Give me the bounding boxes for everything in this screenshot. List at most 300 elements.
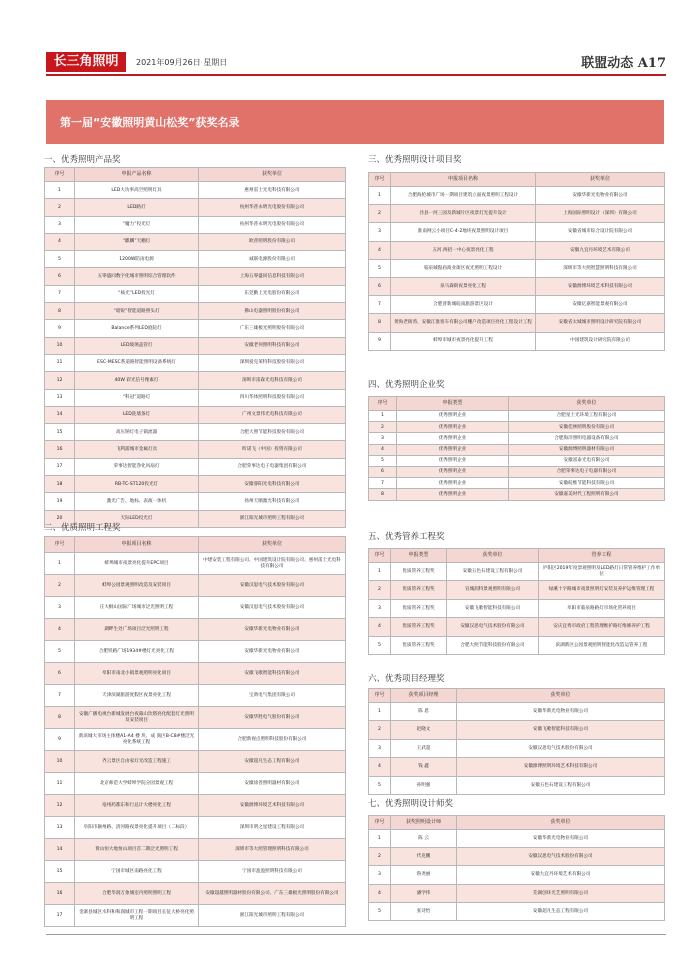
table-cell: 3 — [45, 216, 75, 233]
table-cell: 安徽汉思电气技术股份有限公司 — [199, 575, 346, 597]
table-cell: 深圳市等大照智慧照明科技有限公司 — [536, 259, 665, 277]
table-row — [369, 332, 665, 350]
table-cell: 15 — [45, 424, 75, 441]
table-cell: 3 — [369, 223, 391, 241]
table-cell: 扬州天顺激光科技有限公司 — [199, 493, 346, 510]
table-cell: 3 — [369, 599, 391, 617]
table-cell: 安徽源博照明器材有限公司 — [509, 444, 665, 455]
table-cell: 5 — [369, 636, 391, 654]
table-cell: 杭州华普永明光电股份有限公司 — [199, 199, 346, 216]
table-cell: 7 — [45, 285, 75, 302]
table-cell: 宝典电气集团有限公司 — [199, 685, 346, 707]
table-row — [45, 883, 346, 905]
table-cell: 合肥荣事达电子电器集团有限公司 — [199, 458, 346, 475]
table-cell: 亳州药都东和行总计大楼亮化工程 — [75, 795, 199, 817]
table-cell: 安徽广播电视台新城发展台夜幕山饮塔亮化配套灯光照明及安装项目 — [75, 707, 199, 729]
table-cell: 深圳市明之星建设工程有限公司 — [199, 817, 346, 839]
table-cell: 13 — [45, 389, 75, 406]
table-cell: 赵晓文 — [391, 721, 457, 739]
column-header: 获奖项目经理 — [391, 689, 457, 703]
table-row — [369, 187, 665, 205]
table-cell: 合肥大照节能科技股份有限公司 — [447, 636, 539, 654]
table-cell: “科冠”道路灯 — [75, 389, 199, 406]
table-cell: 深圳爱克莱特科技股份有限公司 — [199, 354, 346, 371]
table-row — [45, 493, 346, 510]
table-cell: 12 — [45, 372, 75, 389]
table-cell: 安徽华新光电物业有限公司 — [536, 187, 665, 205]
table-row — [45, 251, 346, 268]
section-title-products: 一、优秀照明产品奖 — [44, 155, 121, 165]
table-row — [45, 285, 346, 302]
table-row — [369, 884, 665, 902]
table-row — [369, 830, 665, 848]
table-cell: 10 — [45, 751, 75, 773]
table-cell: 湖畔生处广场项目泛光照明工程 — [75, 619, 199, 641]
table-cell: 高压钠灯电子镇流器 — [75, 424, 199, 441]
table-row — [45, 663, 346, 685]
table-cell: 诚联电源股份有限公司 — [199, 251, 346, 268]
table-row — [45, 389, 346, 406]
table-cell: 浙江阳光城市照明工程有限公司 — [199, 510, 346, 527]
table-cell: “麒麟”天棚灯 — [75, 233, 199, 250]
table-cell: 安徽老何照明科技有限公司 — [199, 337, 346, 354]
table-cell: 泾县一河三园及新城片区夜景灯光提升设计 — [391, 205, 536, 223]
table-row — [45, 729, 346, 751]
table-cell: 安徽华新光电物业有限公司 — [457, 703, 665, 721]
table-cell: 8 — [45, 303, 75, 320]
table-cell: 佛山电器照明股份有限公司 — [199, 303, 346, 320]
table-row — [369, 636, 665, 654]
column-header: 获奖照明设计师 — [391, 816, 457, 830]
table-cell: 安徽源博环境艺术科技有限公司 — [199, 795, 346, 817]
table-cell: 芜湖创环光艺照明有限公司 — [457, 884, 665, 902]
table-cell: 阜阳市临泉路路灯市场化管养项目 — [539, 599, 665, 617]
table-row — [45, 216, 346, 233]
table-cell: 代克鹏 — [391, 848, 457, 866]
table-cell: 飞利浦城市金属灯具 — [75, 441, 199, 458]
table-cell: 优秀照明企业 — [397, 489, 509, 500]
column-header: 申报产品名称 — [75, 168, 199, 182]
table-cell: 4 — [369, 758, 391, 776]
column-header: 获奖单位 — [199, 537, 346, 553]
table-cell: 3 — [369, 739, 391, 757]
column-header: 序号 — [369, 549, 391, 563]
table-row — [45, 199, 346, 216]
table-cell: 天际LED投光灯 — [75, 510, 199, 527]
table-cell: 5 — [369, 776, 391, 794]
table-cell: 张诗怡 — [391, 902, 457, 920]
table-cell: 4 — [369, 884, 391, 902]
table-cell: 1 — [369, 703, 391, 721]
table-enterprise — [368, 396, 665, 501]
table-cell: 11 — [45, 773, 75, 795]
table-cell: “暗锐”智能道路照头灯 — [75, 303, 199, 320]
table-row — [369, 433, 665, 444]
table-cell: 优秀照明企业 — [397, 444, 509, 455]
table-cell: 2 — [369, 422, 397, 433]
table-cell: 3 — [369, 433, 397, 444]
table-row — [369, 296, 665, 314]
section-title-design: 三、优秀照明设计项目奖 — [368, 155, 462, 165]
table-cell: 临泉城隍庙商业街区夜光照明工程设计 — [391, 259, 536, 277]
table-cell: 安徽徐善照明器材有限公司 — [199, 773, 346, 795]
table-cell: 昕诺飞（中国）投资有限公司 — [199, 441, 346, 458]
table-row — [369, 599, 665, 617]
table-cell: 合肥海伦城市广场一期项目建筑立面夜景照明工程设计 — [391, 187, 536, 205]
table-row — [369, 241, 665, 259]
table-cell: 17 — [45, 458, 75, 475]
table-cell: 滨湖新区公园景观照明智能化改造运管养工程 — [539, 636, 665, 654]
table-row — [45, 372, 346, 389]
table-cell: 优秀照明企业 — [397, 422, 509, 433]
table-row — [369, 902, 665, 920]
newspaper-logo: 长三角照明 — [46, 52, 126, 72]
table-row — [45, 354, 346, 371]
table-cell: 安徽汉思电气技术股份有限公司 — [457, 739, 665, 757]
table-row — [45, 268, 346, 285]
table-cell: 宁国市城区南路亮化工程 — [75, 861, 199, 883]
table-cell: 合肥新视点照明科技股份有限公司 — [199, 729, 346, 751]
table-cell: 20 — [45, 510, 75, 527]
table-row — [369, 205, 665, 223]
table-row — [369, 411, 665, 422]
table-row — [369, 422, 665, 433]
table-cell: Balance系列LED庭院灯 — [75, 320, 199, 337]
table-cell: 合肥星士光环境工程有限公司 — [509, 411, 665, 422]
column-header: 获奖单位 — [509, 397, 665, 411]
table-cell: 庄大桐山国际广场城市泛光照明工程 — [75, 597, 199, 619]
table-cell: 16 — [45, 883, 75, 905]
column-header: 序号 — [369, 173, 391, 187]
table-cell: 合肥荣事达电子电器有限公司 — [509, 466, 665, 477]
table-cell: 齐云景区自由家灯光改造工程施工 — [75, 751, 199, 773]
table-row — [369, 721, 665, 739]
table-cell: 5 — [369, 259, 391, 277]
table-cell: 安徽超凡生态工程有限公司 — [199, 751, 346, 773]
table-maintenance — [368, 548, 665, 655]
table-cell: 黄海老街湾、安徽江淮客车有限公司棚户改造项目亮化工程设计工程 — [391, 314, 536, 332]
table-cell: LED大功率高空照明灯具 — [75, 182, 199, 199]
table-row — [45, 182, 346, 199]
table-cell: 安徽汉思电气技术股份有限公司 — [447, 618, 539, 636]
table-row — [45, 795, 346, 817]
table-cell: 15 — [45, 861, 75, 883]
table-cell: 6 — [369, 466, 397, 477]
table-cell: 优质管养工程奖 — [391, 636, 447, 654]
table-cell: 优秀照明企业 — [397, 466, 509, 477]
table-cell: 12 — [45, 795, 75, 817]
table-cell: 安徽超凡生态工程有限公司 — [457, 902, 665, 920]
table-cell: LED路灯 — [75, 199, 199, 216]
table-cell: 8 — [369, 314, 391, 332]
table-cell: 4 — [369, 444, 397, 455]
table-cell: 优质管养工程奖 — [391, 581, 447, 599]
table-cell: 安徽嘉美时代工程照明有限公司 — [509, 489, 665, 500]
table-cell: 安徽飞歌智能科技有限公司 — [447, 599, 539, 617]
table-cell: 17 — [45, 905, 75, 927]
table-cell: LED洗墙条灯 — [75, 406, 199, 423]
column-header: 获奖单位 — [457, 689, 665, 703]
table-cell: 2 — [45, 199, 75, 216]
table-cell: 合肥海洋照明电器设备有限公司 — [509, 433, 665, 444]
table-cell: 1 — [45, 553, 75, 575]
table-row — [45, 303, 346, 320]
table-cell: ESC-MESC系道路智能照明设备系统灯 — [75, 354, 199, 371]
table-cell: 19 — [45, 493, 75, 510]
table-cell: 东莞勤上光电股份有限公司 — [199, 285, 346, 302]
table-cell: 四川华体照明科技股份有限公司 — [199, 389, 346, 406]
table-cell: 安徽省城市综合设计院有限公司 — [536, 223, 665, 241]
table-row — [45, 817, 346, 839]
column-header: 获奖单位 — [536, 173, 665, 187]
table-cell: 天津滨湖旅游度假区夜景亮化工程 — [75, 685, 199, 707]
table-row — [45, 406, 346, 423]
page-header — [46, 50, 666, 76]
table-row — [369, 455, 665, 466]
table-cell: 深圳市等大照管理照明科技有限公司 — [199, 839, 346, 861]
table-cell: 3 — [45, 597, 75, 619]
table-row — [369, 739, 665, 757]
table-cell: 优秀照明企业 — [397, 455, 509, 466]
table-cell: 荣事达智能净化风扇灯 — [75, 458, 199, 475]
table-row — [45, 861, 346, 883]
table-cell: 上海国际照明设计（深圳）有限公司 — [536, 205, 665, 223]
table-cell: 鲁尧丽 — [391, 866, 457, 884]
table-row — [369, 618, 665, 636]
table-cell: 4 — [45, 233, 75, 250]
table-cell: 蚌埠城市夜景亮化提升EPC项目 — [75, 553, 199, 575]
table-row — [45, 575, 346, 597]
table-row — [369, 466, 665, 477]
table-row — [369, 848, 665, 866]
table-cell: 14 — [45, 839, 75, 861]
title-banner — [46, 100, 664, 144]
table-row — [45, 839, 346, 861]
column-header: 管养工程 — [539, 549, 665, 563]
column-header: 获奖单位 — [457, 816, 665, 830]
table-cell: 1 — [369, 563, 391, 581]
table-cell: 5 — [45, 641, 75, 663]
table-row — [369, 478, 665, 489]
table-cell: 欧普照明股份有限公司 — [199, 233, 346, 250]
table-row — [369, 489, 665, 500]
table-cell: 40W 彩光信号像素灯 — [75, 372, 199, 389]
table-cell: 安徽飞歌智能科技有限公司 — [457, 721, 665, 739]
table-row — [369, 776, 665, 794]
table-cell: 安徽富泰光电有限公司 — [509, 455, 665, 466]
table-cell: 6 — [369, 277, 391, 295]
table-row — [369, 223, 665, 241]
table-cell: 安徽亿嘉智能景观有限公司 — [536, 296, 665, 314]
table-row — [369, 444, 665, 455]
table-row — [45, 619, 346, 641]
table-cell: 安徽华新光电物业有限公司 — [199, 641, 346, 663]
table-cell: 11 — [45, 354, 75, 371]
table-cell: 1 — [369, 830, 391, 848]
table-cell: 钱 鑫 — [391, 758, 457, 776]
table-row — [45, 641, 346, 663]
table-cell: 安徽九宜丹环境艺术有限公司 — [536, 241, 665, 259]
table-cell: 安徽飞歌智能科技有限公司 — [199, 663, 346, 685]
table-cell: 阜阳市颍州路、清河路夜景亮化提升项目（二标段） — [75, 817, 199, 839]
table-row — [45, 320, 346, 337]
column-header: 申报类型 — [397, 397, 509, 411]
table-cell: 18 — [45, 476, 75, 493]
table-cell: 安徽汉思电气技术股份有限公司 — [457, 848, 665, 866]
table-row — [45, 905, 346, 927]
table-cell: 合肥铁路广场1934#楼灯光亮化工程 — [75, 641, 199, 663]
table-cell: 潘学伟 — [391, 884, 457, 902]
table-cell: 8 — [45, 707, 75, 729]
table-cell: 优质管养工程奖 — [391, 599, 447, 617]
table-cell: 陈 恩 — [391, 703, 457, 721]
column-header: 序号 — [45, 537, 75, 553]
table-cell: 7 — [369, 296, 391, 314]
table-row — [369, 758, 665, 776]
table-cell: 宁国市盈盈照明科技有限公司 — [199, 861, 346, 883]
table-cell: 1 — [369, 411, 397, 422]
table-cell: 5 — [369, 455, 397, 466]
table-cell: 2 — [369, 721, 391, 739]
table-cell: 王武超 — [391, 739, 457, 757]
table-row — [369, 581, 665, 599]
table-row — [45, 597, 346, 619]
column-header: 获奖单位 — [447, 549, 539, 563]
table-cell: 上海五零盛同信息科技有限公司 — [199, 268, 346, 285]
table-cell: 2 — [369, 848, 391, 866]
table-cell: 广东三雄极光照明股份有限公司 — [199, 320, 346, 337]
table-cell: 5 — [369, 902, 391, 920]
table-engineering — [44, 536, 346, 927]
column-header: 序号 — [45, 168, 75, 182]
table-row — [369, 563, 665, 581]
table-cell: 陈 云 — [391, 830, 457, 848]
section-label: 联盟动态 A17 — [581, 56, 666, 71]
table-cell: 安徽华新光电物业有限公司 — [457, 830, 665, 848]
table-row — [45, 337, 346, 354]
table-cell: 优质管养工程奖 — [391, 563, 447, 581]
table-row — [45, 751, 346, 773]
table-cell: 9 — [45, 320, 75, 337]
table-cell: 绿溪十字路城市夜景照明灯安装及养护运维管理工程 — [539, 581, 665, 599]
table-cell: 8 — [369, 489, 397, 500]
table-cell: 6 — [45, 663, 75, 685]
table-cell: 5 — [45, 251, 75, 268]
table-cell: 3 — [369, 866, 391, 884]
table-cell: 广州文景伟光电科技有限公司 — [199, 406, 346, 423]
table-cell: 安徽五色石建设工程有限公司 — [457, 776, 665, 794]
table-cell: 安徽五色石建设工程有限公司 — [447, 563, 539, 581]
table-cell: 黄山恒大地恒山项目首二期泛光照明工程 — [75, 839, 199, 861]
table-cell: 淮南网云小项目C-4-2地块夜景照明设计项目 — [391, 223, 536, 241]
table-cell: 中国建筑设计研究院有限公司 — [536, 332, 665, 350]
table-cell: 10 — [45, 337, 75, 354]
table-cell: 13 — [45, 817, 75, 839]
table-row — [45, 441, 346, 458]
table-cell: 五零盛同数字化城市照明综合管理软件 — [75, 268, 199, 285]
table-cell: 合肥普新城皖南旅游景区设计 — [391, 296, 536, 314]
table-cell: “核光”LED投光灯 — [75, 285, 199, 302]
table-cell: 7 — [45, 685, 75, 707]
table-cell: 宣城润特景观照明有限公司 — [447, 581, 539, 599]
table-row — [45, 707, 346, 729]
table-cell: 安徽汉思电气技术股份有限公司 — [199, 597, 346, 619]
table-products — [44, 167, 346, 528]
table-cell: 阜阳市南北小镇景观照明亮化项目 — [75, 663, 199, 685]
table-cell: 16 — [45, 441, 75, 458]
footer-rule — [46, 934, 666, 935]
table-cell: 6 — [45, 268, 75, 285]
table-cell: 安徽源博环境艺术科技有限公司 — [536, 277, 665, 295]
table-row — [369, 314, 665, 332]
table-cell: 深圳市雷森光电科技有限公司 — [199, 372, 346, 389]
table-cell: 安徽省太城城市照明设计研究院有限公司 — [536, 314, 665, 332]
table-cell: 蚌埠市城市夜景亮化提升工程 — [391, 332, 536, 350]
table-cell: 中建安装工程有限公司、中国建筑设计院有限公司、惠州雷士光电科技有限公司 — [199, 553, 346, 575]
table-cell: 4 — [369, 241, 391, 259]
table-cell: LED玻璃盖管灯 — [75, 337, 199, 354]
column-header: 申报项目名称 — [75, 537, 199, 553]
table-manager — [368, 688, 665, 795]
table-cell: 新滨城大市场主体楼A1-A4 楼 块、成 商区B-C8#楼泛光亮化系统工程 — [75, 729, 199, 751]
table-cell: 蚌埠公园景观照明改造及安装项目 — [75, 575, 199, 597]
issue-date: 2021年09月26日 星期日 — [136, 58, 228, 67]
section-title-designer: 七、优秀照明设计师奖 — [368, 799, 454, 809]
column-header: 序号 — [369, 689, 391, 703]
column-header: 获奖单位 — [199, 168, 346, 182]
section-title-engineering: 二、优质照明工程奖 — [44, 523, 121, 533]
section-title-enterprise: 四、优秀照明企业奖 — [368, 380, 445, 390]
table-cell: 1 — [369, 187, 391, 205]
table-row — [45, 553, 346, 575]
table-row — [45, 424, 346, 441]
table-cell: 安徽九宜丹环境艺术有限公司 — [457, 866, 665, 884]
table-cell: 安徽源博照明环境艺术科技有限公司 — [457, 758, 665, 776]
table-cell: 金寨县城区水科和和润城市工程一期项目长征大桥亮化照明工程 — [75, 905, 199, 927]
table-cell: 2 — [45, 575, 75, 597]
column-header: 申报类型 — [391, 549, 447, 563]
table-cell: 惠州雷士光电科技有限公司 — [199, 182, 346, 199]
table-cell: 优秀照明企业 — [397, 433, 509, 444]
column-header: 申报项目名称 — [391, 173, 536, 187]
table-cell: 安庆宜秀市政府工程管理维护路灯维修养护工程 — [539, 618, 665, 636]
table-cell: 2 — [369, 205, 391, 223]
table-cell: 1200W防雨电源 — [75, 251, 199, 268]
table-cell: 1 — [45, 182, 75, 199]
table-design — [368, 172, 665, 351]
table-cell: 五河.两招一中心夜景亮化工程 — [391, 241, 536, 259]
table-cell: 孙明强 — [391, 776, 457, 794]
table-cell: 北京师范大学蚌埠学院分园景观工程 — [75, 773, 199, 795]
table-cell: 9 — [369, 332, 391, 350]
table-cell: “魔力”投光灯 — [75, 216, 199, 233]
table-cell: 激光广告、地标、表演一体机 — [75, 493, 199, 510]
table-cell: 庐阳区2019年度景观照明及LED路灯日常管养维护工作单位 — [539, 563, 665, 581]
table-cell: 7 — [369, 478, 397, 489]
table-cell: 合肥大照节能科技股份有限公司 — [199, 424, 346, 441]
table-designer — [368, 815, 665, 921]
table-row — [369, 259, 665, 277]
column-header: 序号 — [369, 397, 397, 411]
table-row — [45, 458, 346, 475]
article-title: 第一届“安徽照明黄山松奖”获奖名录 — [60, 116, 240, 129]
table-cell: 安徽华新光电物业有限公司 — [199, 619, 346, 641]
table-cell: 安徽皖维节能科技有限公司 — [509, 478, 665, 489]
table-cell: 合肥华润万象城室内照明照明工程 — [75, 883, 199, 905]
table-row — [369, 277, 665, 295]
table-cell: 泉马森街夜景亮化工程 — [391, 277, 536, 295]
table-cell: 优秀照明企业 — [397, 411, 509, 422]
